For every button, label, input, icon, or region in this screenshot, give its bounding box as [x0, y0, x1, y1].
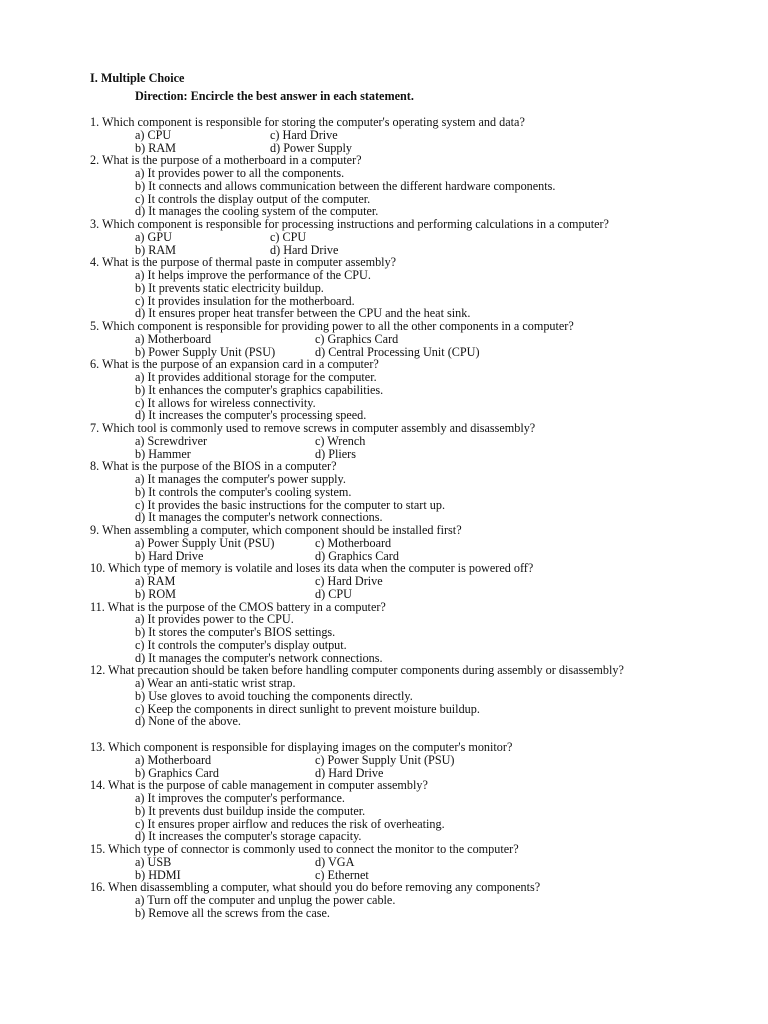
question-item [90, 218, 730, 256]
answer-option[interactable]: d) It manages the cooling system of the computer. [135, 204, 379, 219]
question-item [90, 460, 730, 524]
answer-option[interactable]: c) Wrench [315, 433, 366, 448]
answer-option[interactable]: b) HDMI [135, 867, 181, 882]
answer-options [90, 435, 730, 461]
question-text: 9. When assembling a computer, which component should be installed first? [90, 523, 462, 537]
question-item [90, 741, 730, 779]
answer-option[interactable]: d) CPU [315, 586, 352, 601]
answer-options [90, 333, 730, 359]
question-item [90, 779, 730, 843]
question-text: 14. What is the purpose of cable management in computer assembly? [90, 778, 428, 793]
answer-option[interactable]: d) It increases the computer's storage capacity. [135, 829, 362, 844]
answer-options [90, 371, 730, 422]
answer-options [90, 677, 730, 728]
answer-option[interactable]: c) It controls the computer's display output. [135, 637, 347, 652]
answer-option[interactable]: b) Remove all the screws from the case. [135, 905, 330, 920]
question-item [90, 881, 730, 919]
answer-options [90, 754, 730, 780]
answer-option[interactable]: c) It provides insulation for the motherboard. [135, 293, 355, 308]
question-text: 16. When disassembling a computer, what should you do before removing any components? [90, 880, 541, 895]
question-text: 13. Which component is responsible for displaying images on the computer's monitor? [90, 740, 513, 754]
question-item [90, 358, 730, 422]
question-text: 1. Which component is responsible for storing the computer's operating system and data? [90, 115, 525, 129]
question-item [90, 256, 730, 320]
question-item [90, 524, 730, 562]
question-item [90, 843, 730, 881]
answer-options [90, 792, 730, 843]
answer-option[interactable]: b) Hammer [135, 446, 191, 461]
answer-option[interactable]: b) RAM [135, 242, 176, 257]
question-text: 2. What is the purpose of a motherboard in a computer? [90, 153, 362, 168]
answer-option[interactable]: a) CPU [135, 127, 172, 142]
answer-options [90, 537, 730, 563]
question-item [90, 116, 730, 154]
answer-options [90, 894, 730, 920]
answer-option[interactable]: c) It provides the basic instructions for the computer to start up. [135, 497, 446, 512]
question-text: 8. What is the purpose of the BIOS in a computer? [90, 459, 337, 474]
answer-option[interactable]: d) It ensures proper heat transfer between the CPU and the heat sink. [135, 306, 471, 321]
answer-option[interactable]: d) It increases the computer's processing speed. [135, 408, 367, 423]
answer-option[interactable]: a) GPU [135, 229, 172, 244]
answer-option[interactable]: c) It allows for wireless connectivity. [135, 395, 316, 410]
question-text: 10. Which type of memory is volatile and loses its data when the computer is powered off? [90, 561, 534, 576]
answer-option[interactable]: b) It stores the computer's BIOS settings. [135, 625, 336, 639]
question-text: 11. What is the purpose of the CMOS battery in a computer? [90, 599, 386, 614]
answer-option[interactable]: a) RAM [135, 574, 176, 588]
answer-option[interactable]: d) VGA [315, 854, 355, 869]
question-text: 12. What precaution should be taken before handling computer components during assembly or disassembly? [90, 663, 624, 678]
question-text: 7. Which tool is commonly used to remove screws in computer assembly and disassembly? [90, 421, 536, 435]
answer-option[interactable]: c) CPU [270, 229, 307, 244]
answer-option[interactable]: c) Power Supply Unit (PSU) [315, 752, 455, 767]
answer-option[interactable]: d) Hard Drive [315, 765, 384, 780]
answer-option[interactable]: d) Hard Drive [270, 242, 339, 257]
answer-option[interactable]: a) Turn off the computer and unplug the power cable. [135, 893, 396, 907]
answer-option[interactable]: b) Power Supply Unit (PSU) [135, 344, 276, 359]
answer-option[interactable]: a) Motherboard [135, 752, 212, 767]
answer-option[interactable]: b) ROM [135, 586, 176, 601]
answer-option[interactable]: c) Keep the components in direct sunlight to prevent moisture buildup. [135, 701, 480, 716]
answer-option[interactable]: d) It manages the computer's network connections. [135, 650, 383, 665]
answer-option[interactable]: b) It connects and allows communication between the different hardware components. [135, 178, 556, 193]
question-text: 6. What is the purpose of an expansion card in a computer? [90, 357, 379, 372]
answer-option[interactable]: c) Motherboard [315, 535, 392, 550]
question-item [90, 562, 730, 600]
question-item [90, 601, 730, 665]
answer-option[interactable]: c) It controls the display output of the computer. [135, 191, 371, 206]
answer-option[interactable]: a) Wear an anti-static wrist strap. [135, 676, 296, 690]
answer-option[interactable]: d) Central Processing Unit (CPU) [315, 344, 480, 359]
question-list [90, 116, 730, 920]
answer-options [90, 856, 730, 882]
answer-options [90, 269, 730, 320]
section-title: I. Multiple Choice [90, 71, 185, 85]
answer-options [90, 613, 730, 664]
answer-option[interactable]: a) Motherboard [135, 331, 212, 346]
answer-option[interactable]: b) It prevents static electricity buildup. [135, 280, 324, 295]
answer-option[interactable]: b) It prevents dust buildup inside the computer. [135, 803, 366, 818]
answer-option[interactable]: b) It enhances the computer's graphics capabilities. [135, 382, 384, 397]
answer-option[interactable]: d) Pliers [315, 446, 356, 461]
answer-option[interactable]: b) It controls the computer's cooling system. [135, 484, 352, 499]
answer-option[interactable]: a) It manages the computer's power supply. [135, 472, 346, 486]
question-item [90, 154, 730, 218]
answer-options [90, 167, 730, 218]
question-item [90, 422, 730, 460]
answer-option[interactable]: c) Hard Drive [270, 127, 338, 142]
question-item [90, 664, 730, 728]
answer-option[interactable]: d) Graphics Card [315, 548, 399, 563]
answer-option[interactable]: a) It provides power to the CPU. [135, 612, 294, 627]
answer-option[interactable]: a) Screwdriver [135, 433, 208, 448]
question-text: 3. Which component is responsible for processing instructions and performing calculations in a computer? [90, 217, 609, 231]
answer-option[interactable]: c) Graphics Card [315, 331, 399, 346]
answer-option[interactable]: d) It manages the computer's network connections. [135, 510, 383, 525]
answer-option[interactable]: b) Graphics Card [135, 765, 219, 780]
answer-option[interactable]: a) It improves the computer's performance. [135, 791, 345, 805]
answer-option[interactable]: b) Hard Drive [135, 548, 204, 563]
answer-option[interactable]: b) Use gloves to avoid touching the components directly. [135, 688, 413, 703]
question-text: 5. Which component is responsible for providing power to all the other components in a computer? [90, 319, 574, 333]
answer-option[interactable]: a) It provides power to all the components. [135, 166, 345, 180]
answer-option[interactable]: d) None of the above. [135, 714, 241, 729]
answer-option[interactable]: a) It provides additional storage for the computer. [135, 370, 377, 384]
answer-option[interactable]: c) Ethernet [315, 867, 369, 882]
worksheet-page [90, 71, 730, 920]
question-item [90, 320, 730, 358]
direction-text: Direction: Encircle the best answer in each statement. [135, 89, 414, 103]
answer-options [90, 129, 730, 155]
answer-option[interactable]: a) USB [135, 854, 172, 869]
answer-option[interactable]: b) RAM [135, 140, 176, 155]
answer-options [90, 473, 730, 524]
answer-option[interactable]: a) Power Supply Unit (PSU) [135, 535, 275, 550]
question-text: 4. What is the purpose of thermal paste in computer assembly? [90, 255, 397, 270]
answer-options [90, 231, 730, 257]
question-text: 15. Which type of connector is commonly used to connect the monitor to the computer? [90, 842, 519, 856]
answer-option[interactable]: c) It ensures proper airflow and reduces the risk of overheating. [135, 816, 445, 831]
answer-option[interactable]: d) Power Supply [270, 140, 352, 155]
answer-option[interactable]: a) It helps improve the performance of the CPU. [135, 268, 371, 282]
answer-option[interactable]: c) Hard Drive [315, 574, 383, 588]
answer-options [90, 575, 730, 601]
